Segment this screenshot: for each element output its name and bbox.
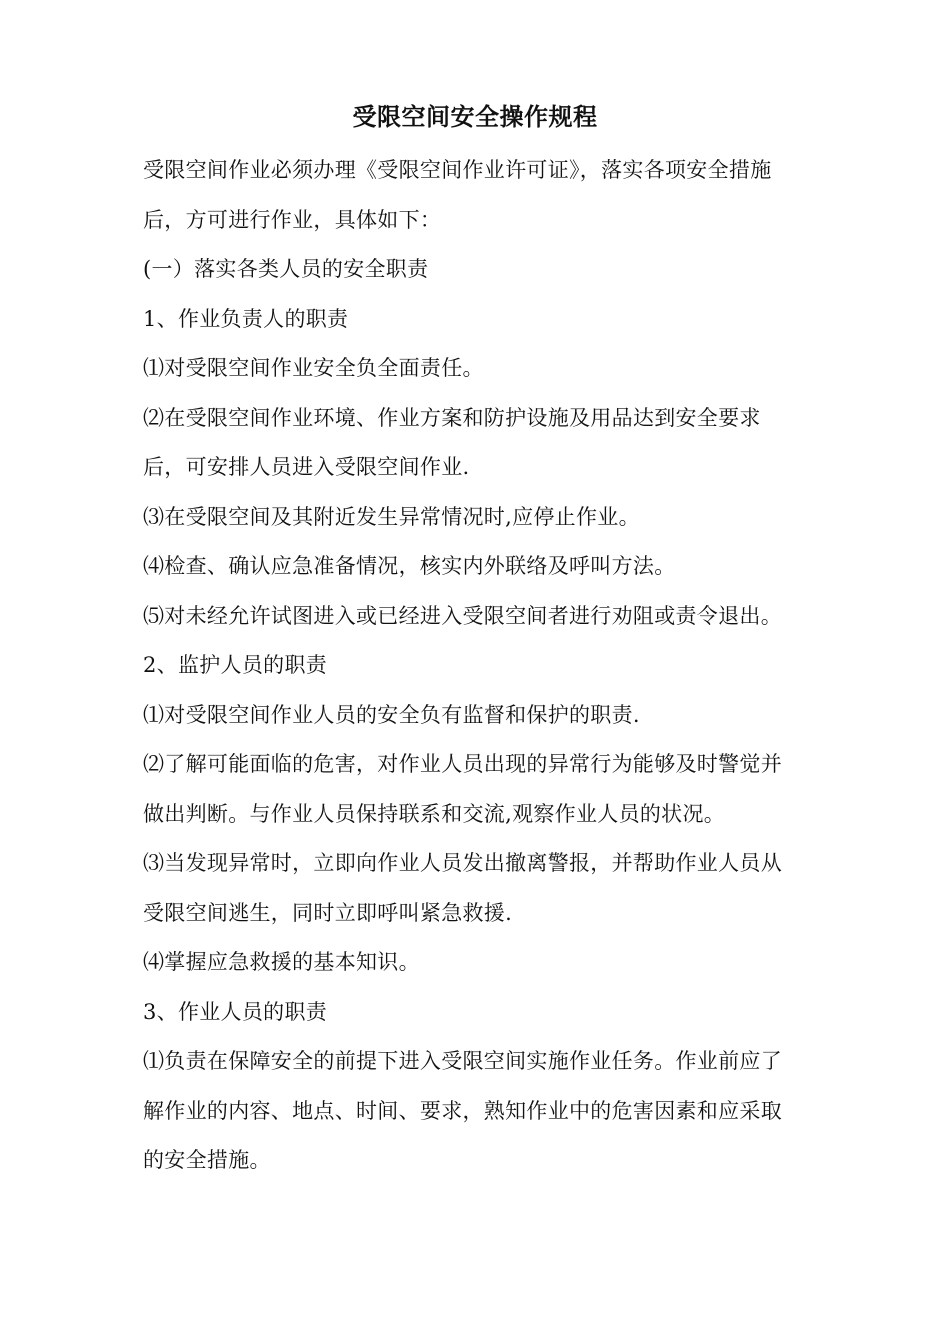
list-item: ⑶在受限空间及其附近发生异常情况时,应停止作业。 xyxy=(143,504,640,529)
section-heading: (一）落实各类人员的安全职责 xyxy=(143,257,429,281)
subsection-heading: 1、作业负责人的职责 xyxy=(143,306,349,331)
list-item: ⑵了解可能面临的危害，对作业人员出现的异常行为能够及时警觉并 xyxy=(143,752,782,776)
document-body xyxy=(143,150,823,1190)
list-item: ⑸对未经允许试图进入或已经进入受限空间者进行劝阻或责令退出。 xyxy=(143,603,782,628)
list-item: ⑴对受限空间作业安全负全面责任。 xyxy=(143,356,484,380)
list-item: ⑴负责在保障安全的前提下进入受限空间实施作业任务。作业前应了 xyxy=(143,1049,782,1073)
list-item-continuation: 后，可安排人员进入受限空间作业. xyxy=(143,455,470,479)
list-item: ⑷掌握应急救援的基本知识。 xyxy=(143,950,420,974)
document-title: 受限空间安全操作规程 xyxy=(352,103,598,131)
list-item-continuation: 的安全措施。 xyxy=(143,1148,271,1172)
subsection-heading: 3、作业人员的职责 xyxy=(143,999,328,1024)
list-item-continuation: 解作业的内容、地点、时间、要求，熟知作业中的危害因素和应采取 xyxy=(143,1098,782,1123)
list-item-continuation: 受限空间逃生，同时立即呼叫紧急救援. xyxy=(143,900,513,925)
list-item: ⑴对受限空间作业人员的安全负有监督和保护的职责. xyxy=(143,702,640,727)
list-item: ⑷检查、确认应急准备情况，核实内外联络及呼叫方法。 xyxy=(143,554,676,578)
list-item: ⑵在受限空间作业环境、作业方案和防护设施及用品达到安全要求 xyxy=(143,405,761,430)
list-item-continuation: 做出判断。与作业人员保持联系和交流,观察作业人员的状况。 xyxy=(143,801,726,826)
list-item: ⑶当发现异常时，立即向作业人员发出撤离警报，并帮助作业人员从 xyxy=(143,851,782,875)
subsection-heading: 2、监护人员的职责 xyxy=(143,653,328,677)
body-line: 后，方可进行作业，具体如下： xyxy=(143,207,442,232)
body-line: 受限空间作业必须办理《受限空间作业许可证》，落实各项安全措施 xyxy=(143,158,772,182)
